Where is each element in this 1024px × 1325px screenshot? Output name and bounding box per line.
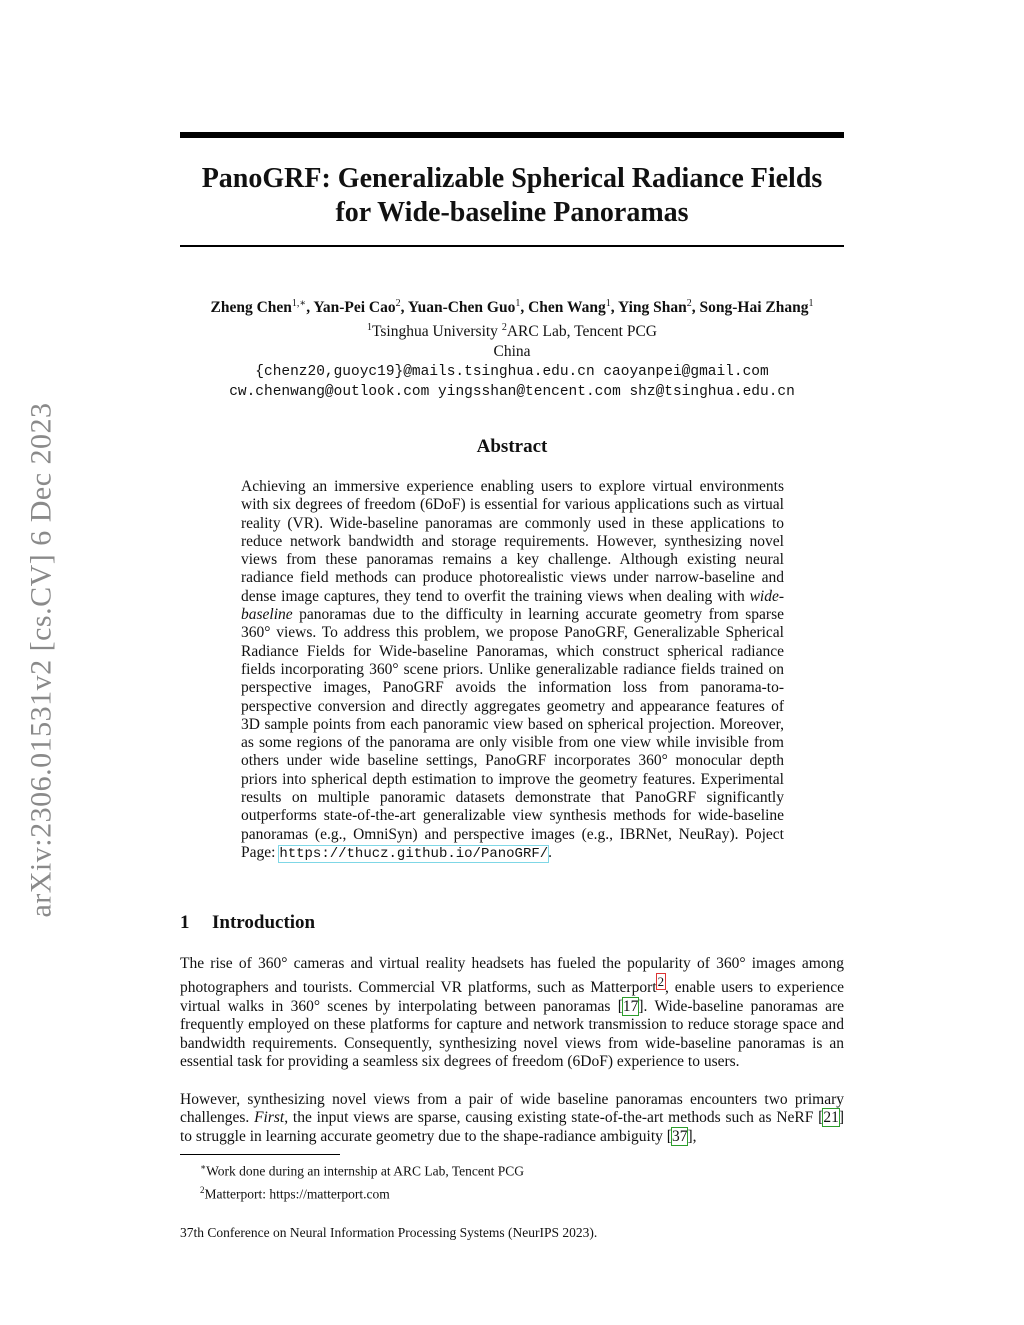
author-name: Yan-Pei Cao bbox=[313, 299, 396, 317]
abstract-body: Achieving an immersive experience enabling users to explore virtual environments with six degrees of freedom (6DoF) is essential for various applications such as virtual reality (VR). Wide-baseline panoramas are commonly used in these applications to reduce network bandwidth and storage requirements. However, synthesizing novel views from these panoramas remains a key challenge. Although existing neural radiance field methods can produce photorealistic views under narrow-baseline and dense image captures, they tend to overfit the training views when dealing with wide-baseline panoramas due to the difficulty in learning accurate geometry from sparse 360° views. To address this problem, we propose PanoGRF, Generalizable Spherical Radiance Fields for Wide-baseline Panoramas, which construct spherical radiance fields incorporating 360° scene priors. Unlike generalizable radiance fields trained on perspective images, PanoGRF avoids the information loss from panorama-to-perspective conversion and directly aggregates geometry and appearance features of 3D sample points from each panoramic view based on spherical projection. Moreover, as some regions of the panorama are only visible from one view while invisible from others under wide baseline settings, PanoGRF incorporates 360° monocular depth priors into spherical depth estimation to improve the geometry features. Experimental results on multiple panoramic datasets demonstrate that PanoGRF significantly outperforms state-of-the-art generalizable view synthesis methods for wide-baseline panoramas (e.g., OmniSyn) and perspective images (e.g., IBRNet, NeuRay). Poject Page: https://thucz.github.io/PanoGRF/. bbox=[241, 478, 784, 862]
footnote-rule bbox=[180, 1154, 340, 1155]
affiliation-country: China bbox=[493, 343, 531, 361]
affiliation-1: Tsinghua University bbox=[372, 323, 498, 341]
author-affil-mark: 1 bbox=[808, 298, 814, 309]
section-number: 1 bbox=[180, 912, 190, 933]
affiliation-2: ARC Lab, Tencent PCG bbox=[506, 323, 657, 341]
author-names: Zheng Chen$^{1,∗}$, Yan-Pei Cao$^2$, Yuan-Chen Guo$^1$, Chen Wang$^1$, Ying Shan$^2$, Song-Hai Zhang$^1$ bbox=[210, 298, 814, 317]
title-line-2: for Wide-baseline Panoramas bbox=[335, 197, 689, 228]
author-name: Yuan-Chen Guo bbox=[407, 299, 516, 317]
citation-link[interactable]: 37 bbox=[671, 1127, 688, 1145]
section-heading-introduction bbox=[180, 912, 315, 934]
citation-link[interactable]: 17 bbox=[622, 997, 639, 1015]
author-affil-mark: 2 bbox=[686, 298, 692, 309]
footnotes bbox=[200, 1158, 840, 1203]
intro-paragraph-1: The rise of 360° cameras and virtual reality headsets has fueled the popularity of 360° images among photographers and tourists. Commercial VR platforms, such as Matterport$^2$, enable users to experience virtual walks in 360° scenes by interpolating between panoramas [17]. Wide-baseline panoramas are frequently employed on these platforms for capture and network transmission to reduce storage space and bandwidth requirements. Consequently, synthesizing novel views from wide-baseline panoramas is an essential task for providing a seamless six degrees of freedom (6DoF) experience to users. bbox=[180, 955, 844, 1071]
arxiv-identifier bbox=[22, 360, 62, 960]
author-affil-mark: 2 bbox=[395, 298, 401, 309]
affiliations: $^1$Tsinghua University $^2$ARC Lab, Tencent PCG bbox=[367, 322, 657, 341]
title-bottom-rule bbox=[180, 245, 844, 247]
intro-paragraph-2: However, synthesizing novel views from a pair of wide baseline panoramas encounters two primary challenges. First, the input views are sparse, causing existing state-of-the-art methods such as NeRF [21] to struggle in learning accurate geometry due to the shape-radiance ambiguity [37], bbox=[180, 1091, 844, 1145]
author-name: Song-Hai Zhang bbox=[699, 299, 809, 317]
paper-title bbox=[180, 162, 844, 230]
title-line-1: PanoGRF: Generalizable Spherical Radiance Fields bbox=[201, 163, 823, 194]
venue-note: 37th Conference on Neural Information Processing Systems (NeurIPS 2023). bbox=[180, 1225, 598, 1240]
project-page-link[interactable]: https://thucz.github.io/PanoGRF/ bbox=[279, 845, 549, 862]
author-affil-mark: 1 bbox=[515, 298, 521, 309]
author-emails-1: {chenz20,guoyc19}@mails.tsinghua.edu.cn caoyanpei@gmail.com bbox=[255, 364, 769, 381]
author-name: Ying Shan bbox=[617, 299, 687, 317]
citation-link[interactable]: 21 bbox=[823, 1109, 839, 1127]
footnote-link[interactable]: 2 bbox=[657, 974, 665, 990]
footnote-1: ∗Work done during an internship at ARC Lab, Tencent PCG bbox=[200, 1162, 525, 1179]
title-top-rule bbox=[180, 132, 844, 138]
author-block bbox=[150, 294, 874, 402]
abstract-heading: Abstract bbox=[476, 436, 548, 457]
author-emails-2: cw.chenwang@outlook.com yingsshan@tencent.com shz@tsinghua.edu.cn bbox=[229, 384, 795, 401]
author-name: Zheng Chen bbox=[210, 299, 292, 317]
author-affil-mark: 1 bbox=[605, 298, 611, 309]
author-name: Chen Wang bbox=[528, 299, 606, 317]
section-title: Introduction bbox=[212, 912, 316, 933]
author-affil-mark: 1,∗ bbox=[291, 298, 307, 309]
footnote-2: $^2$Matterport: https://matterport.com bbox=[200, 1184, 390, 1201]
arxiv-identifier-text: arXiv:2306.01531v2 [cs.CV] 6 Dec 2023 bbox=[25, 402, 58, 918]
